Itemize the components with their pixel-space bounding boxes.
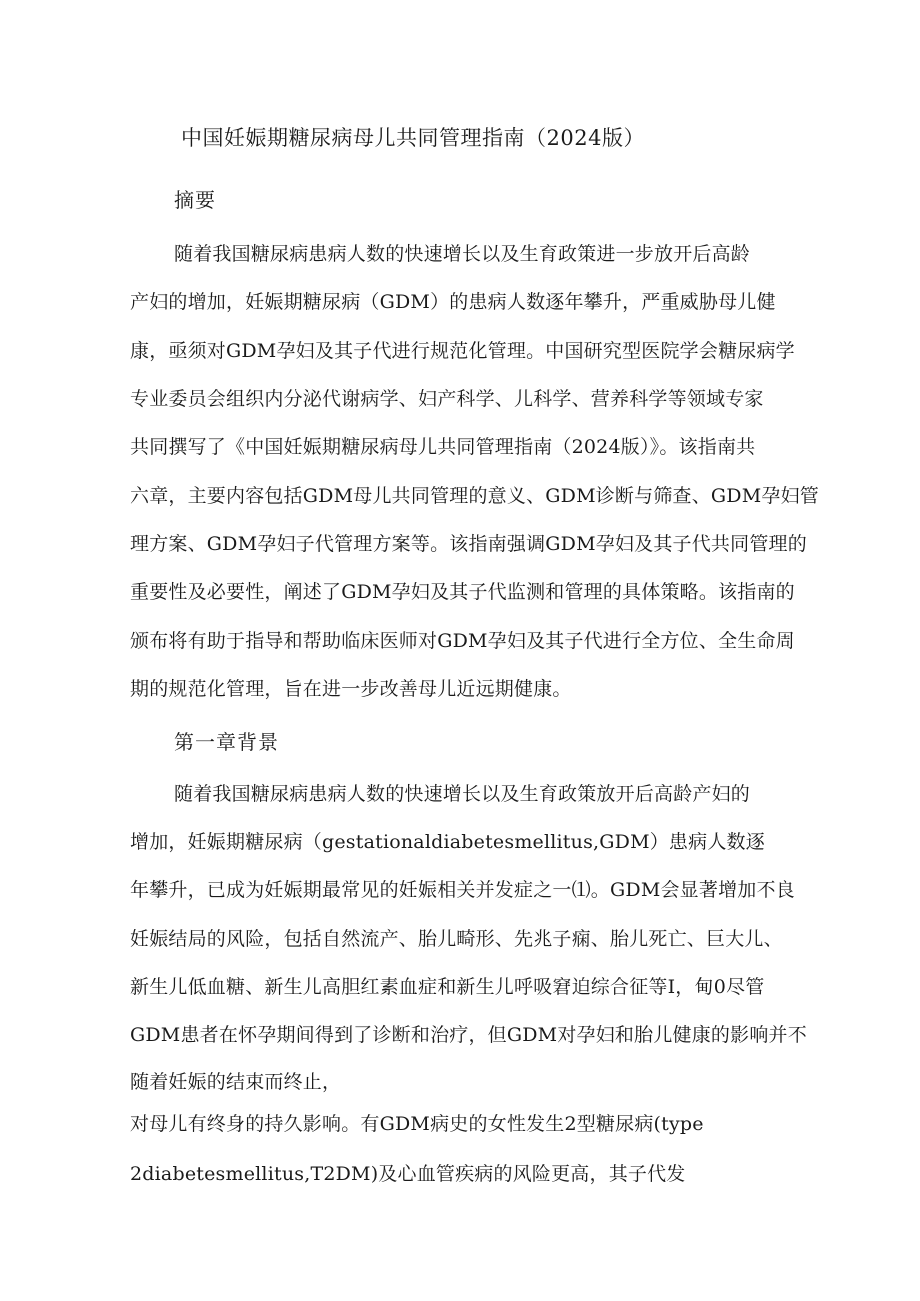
document-title: 中国妊娠期糖尿病母儿共同管理指南（2024版） xyxy=(181,126,645,150)
abstract-line: 重要性及必要性，阐述了GDM孕妇及其子代监测和管理的具体策略。该指南的 xyxy=(130,581,795,603)
chapter-line: 新生儿低血糖、新生儿高胆红素血症和新生儿呼吸窘迫综合征等I，甸0尽管 xyxy=(130,976,765,998)
chapter-heading: 第一章背景 xyxy=(174,730,279,754)
chapter-line: 妊娠结局的风险，包括自然流产、胎儿畸形、先兆子痫、胎儿死亡、巨大儿、 xyxy=(130,928,783,950)
chapter-line: 随着妊娠的结束而终止， xyxy=(130,1071,342,1093)
abstract-line: 理方案、GDM孕妇子代管理方案等。该指南强调GDM孕妇及其子代共同管理的 xyxy=(130,533,807,555)
abstract-line: 康，亟须对GDM孕妇及其子代进行规范化管理。中国研究型医院学会糖尿病学 xyxy=(130,340,795,362)
abstract-heading: 摘要 xyxy=(174,188,216,212)
abstract-line: 随着我国糖尿病患病人数的快速增长以及生育政策进一步放开后高龄 xyxy=(174,243,751,265)
abstract-line: 共同撰写了《中国妊娠期糖尿病母儿共同管理指南（2024版）》。该指南共 xyxy=(130,436,756,458)
abstract-line: 期的规范化管理，旨在进一步改善母儿近远期健康。 xyxy=(130,678,572,700)
chapter-line: 年攀升，已成为妊娠期最常见的妊娠相关并发症之一⑴。GDM会显著增加不良 xyxy=(130,879,795,901)
chapter-line: 增加，妊娠期糖尿病（gestationaldiabetesmellitus,GDM）患病人数逐 xyxy=(130,831,765,853)
abstract-line: 颁布将有助于指导和帮助临床医师对GDM孕妇及其子代进行全方位、全生命周 xyxy=(130,630,795,652)
chapter-line: GDM患者在怀孕期间得到了诊断和治疗，但GDM对孕妇和胎儿健康的影响并不 xyxy=(130,1024,807,1046)
abstract-line: 产妇的增加，妊娠期糖尿病（GDM）的患病人数逐年攀升，严重威胁母儿健 xyxy=(130,291,776,313)
chapter-line: 对母儿有终身的持久影响。有GDM病史的女性发生2型糖尿病(type xyxy=(130,1113,704,1135)
chapter-line: 2diabetesmellitus,T2DM)及心血管疾病的风险更高，其子代发 xyxy=(130,1163,686,1185)
chapter-line: 随着我国糖尿病患病人数的快速增长以及生育政策放开后高龄产妇的 xyxy=(174,783,751,805)
abstract-line: 六章，主要内容包括GDM母儿共同管理的意义、GDM诊断与筛查、GDM孕妇管 xyxy=(130,485,819,507)
abstract-line: 专业委员会组织内分泌代谢病学、妇产科学、儿科学、营养科学等领域专家 xyxy=(130,388,764,410)
